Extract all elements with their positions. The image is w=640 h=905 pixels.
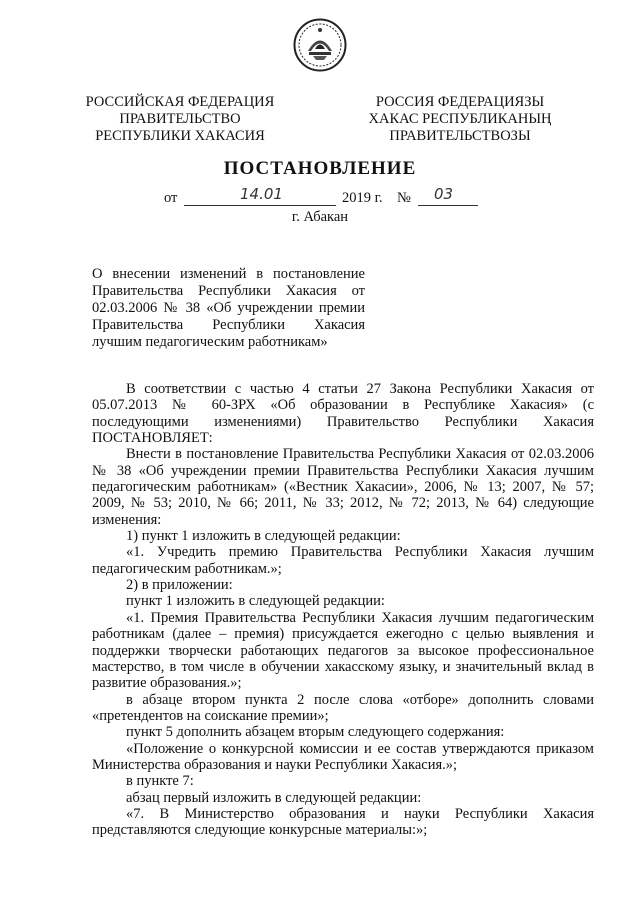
paragraph: Внести в постановление Правительства Республики Хакасия от 02.03.2006 № 38 «Об учреждении премии Правительства Республики Хакасия лучшим педагогическим работникам» («Вестник Хакасии», 2006, № 13; 2007, № 57; 2009, № 53; 2010, № 66; 2011, № 33; 2012, № 72; 2013, № 64) следующие изменения: xyxy=(92,446,594,528)
coat-of-arms-emblem xyxy=(293,18,347,72)
header-right-line: ХАКАС РЕСПУБЛИКАНЫҢ xyxy=(368,111,552,127)
header-left-line: РОССИЙСКАЯ ФЕДЕРАЦИЯ xyxy=(85,94,275,110)
paragraph: пункт 5 дополнить абзацем вторым следующего содержания: xyxy=(126,724,505,741)
paragraph: пункт 1 изложить в следующей редакции: xyxy=(126,593,385,610)
document-body xyxy=(92,381,594,839)
header-right-line: РОССИЯ ФЕДЕРАЦИЯЗЫ xyxy=(375,94,545,110)
subject-block: О внесении изменений в постановление Правительства Республики Хакасия от 02.03.2006 № 38 «Об учреждении премии Правительства Республики Хакасия лучшим педагогическим работникам» xyxy=(92,266,365,350)
date-number-line xyxy=(0,185,640,210)
year-text: 2019 г. xyxy=(342,190,383,206)
header-left-line: РЕСПУБЛИКИ ХАКАСИЯ xyxy=(95,128,265,144)
date-prefix: от xyxy=(164,190,178,206)
header-left-line: ПРАВИТЕЛЬСТВО xyxy=(119,111,241,127)
header-right-block xyxy=(360,94,560,145)
number-sign: № xyxy=(397,190,411,206)
paragraph: в пункте 7: xyxy=(126,773,194,790)
number-underline xyxy=(418,205,478,206)
city-name: г. Абакан xyxy=(291,209,349,225)
header-left-block xyxy=(80,94,280,145)
paragraph: абзац первый изложить в следующей редакции: xyxy=(126,789,422,806)
document-title: ПОСТАНОВЛЕНИЕ xyxy=(223,158,417,179)
paragraph: в абзаце втором пункта 2 после слова «отборе» дополнить словами «претендентов на соискание премии»; xyxy=(92,691,594,724)
handwritten-number: 03 xyxy=(434,185,454,203)
paragraph: 2) в приложении: xyxy=(126,577,233,594)
date-underline xyxy=(184,205,336,206)
paragraph: «Положение о конкурсной комиссии и ее состав утверждаются приказом Министерства образования и науки Республики Хакасия.»; xyxy=(92,740,594,773)
paragraph: «1. Премия Правительства Республики Хакасия лучшим педагогическим работникам (далее – премия) присуждается ежегодно с целью выявления и поддержки творчески работающих педагогов за высокое профессиональное мастерство, в том числе в обучении хакасскому языку, и значительный вклад в развитие образования.»; xyxy=(92,609,594,692)
paragraph: В соответствии с частью 4 статьи 27 Закона Республики Хакасия от 05.07.2013 № 60-ЗРХ «Об образовании в Республике Хакасия» (с последующими изменениями) Правительство Республики Хакасия ПОСТАНОВЛЯЕТ: xyxy=(92,381,594,447)
header-right-line: ПРАВИТЕЛЬСТВОЗЫ xyxy=(389,128,531,144)
paragraph: «7. В Министерство образования и науки Республики Хакасия представляются следующие конкурсные материалы:»; xyxy=(92,805,594,839)
paragraph: 1) пункт 1 изложить в следующей редакции: xyxy=(126,528,401,545)
paragraph: «1. Учредить премию Правительства Республики Хакасия лучшим педагогическим работникам.»; xyxy=(92,544,594,577)
handwritten-date: 14.01 xyxy=(240,185,283,203)
